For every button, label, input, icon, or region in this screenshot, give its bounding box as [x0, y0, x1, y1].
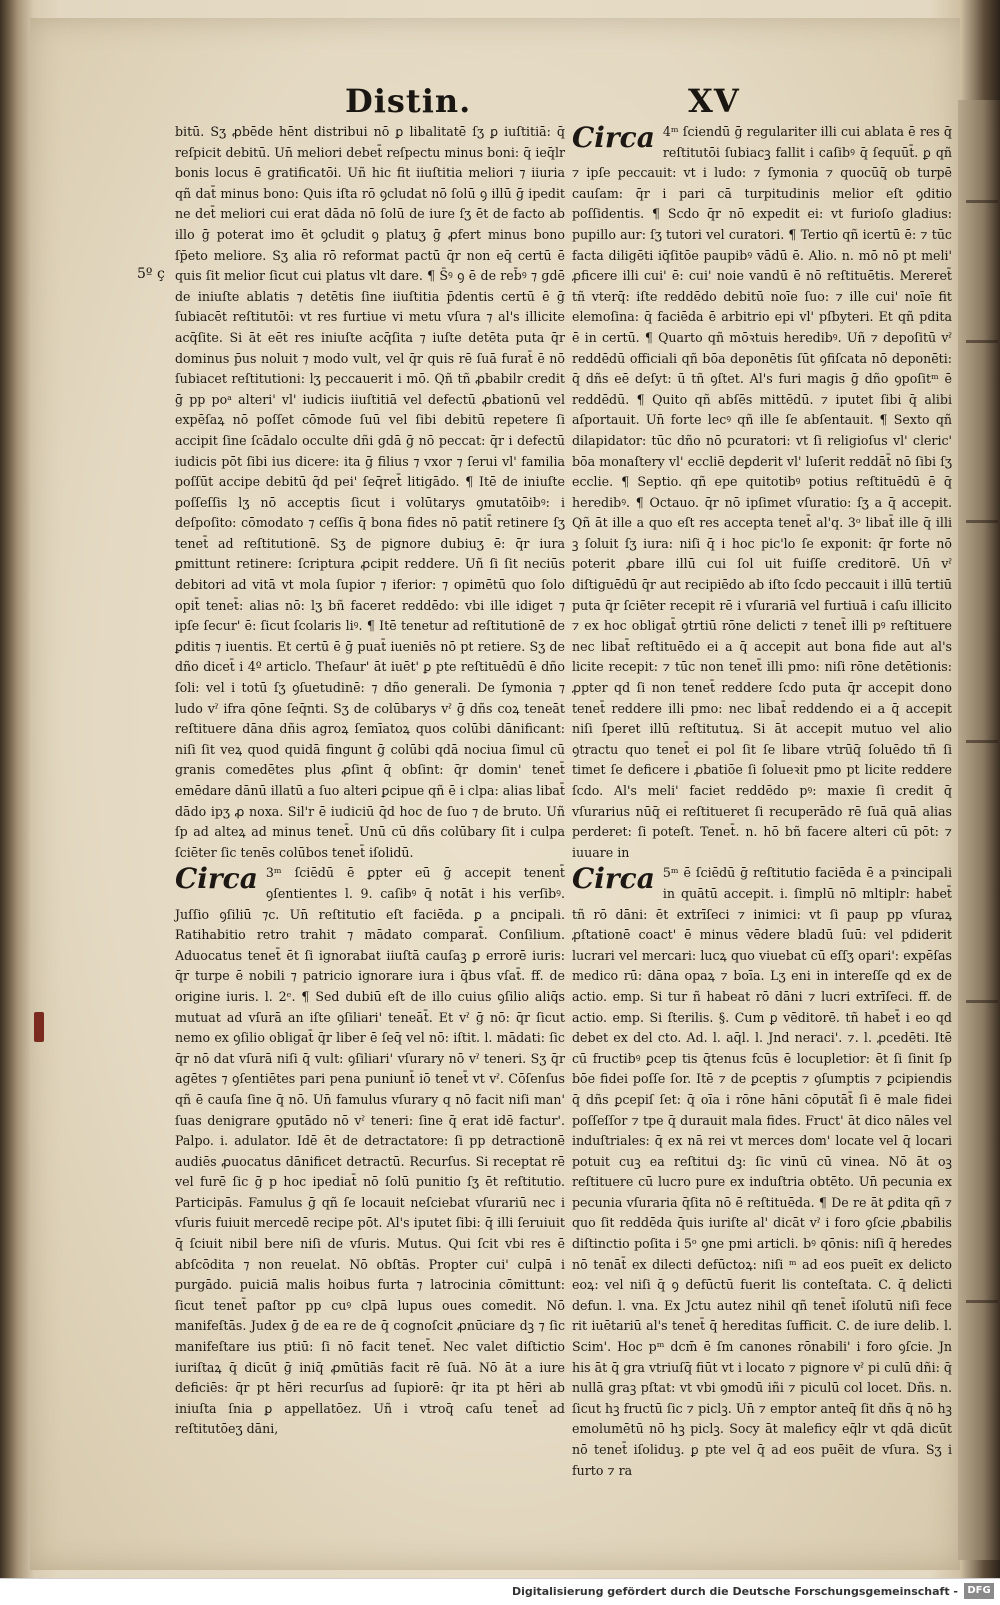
left-paragraph-2: 3ᵐ ſciēdū ē ꝑpter eū ḡ accepit tenent̄ ꝯſentientes l. 9. caſibꝰ q̄ notāt i his verſibꝰ. Juſſio ꝯſiliū ⁊c. Un̄ reſtitutio eſt faciēda. ꝑ a ꝑncipali. Ratihabitio retro trahit ⁊ mādato comparat̄. Conſilium. Aduocatus tenet̄ ēt ſi ignorabat iiuſtā cauſaꝫ ꝑ errorē iuris: q̄r turpe ē nobili ⁊ patricio ignorare iura i q̄bus vſat̄. ff. de origine iuris. l. 2ᵉ. ¶ Sed dubiū eſt de illo cuius ꝯſilio aliq̄s mutuat ad vſurā an iſte ꝯſiliari' teneāt̄. Et vˀ ḡ nō: q̄r ſicut nemo ex ꝯſilio obligat̄ q̄r liber ē ſeq̄ vel nō: iſtit. l. mādati: ſic q̄r nō dat vſurā niſi q̄ vult: ꝯſiliari' vſurary nō vˀ teneri. Sʒ q̄r agētes ⁊ ꝯſentiētes pari pena puniunt̄ iō tenet̄ vt vˀ. Cōſenſus qñ ē cauſa ſine q̄ nō. Un̄ famulus vſurary q nō facit niſi man' ſuas denigrare ꝯputādo nō vˀ teneri: ſine q̄ erat idē factur'. Palpo. i. adulator. Idē ēt de detractatore: ſi pp detractionē audiēs ꝓuocatus dānificet detractū. Recurſus. Si receptat rē vel furē ſic ḡ p hoc ipediat̄ nō ſolū punitio ſʒ ēt reſtitutio. Participās. Famulus ḡ qñ ſe locauit neſciebat vſurariū nec i vſuris fuiuit mercedē recipe pōt. Al's iputet ſibi: q̄ illi ſeruiuit q̄ ſciuit nibil bere niſi de vſuris. Mutus. Qui ſcit vbi res ē abſcōdita ⁊ non reuelat. Nō obſtās. Propter cui' culpā i purgādo. puiciā malis hoibus furta ⁊ latrocinia cōmittunt: ſicut tenet̄ paſtor pp cuꝰ clpā lupus oues comedit. Nō manifeſtās. Judex ḡ de ea re de q̄ cognoſcit ꝓnūciare dꝫ ⁊ ſic manifeſtare ius ptiū: ſi nō facit tenet̄. Nec valet diſtictio iuriſtaꝝ q̄ dicūt ḡ iniq̄ ꝓmūtiās facit rē ſuā. Nō āt a iure deficiēs: q̄r pt hēri recurſus ad ſupiorē: q̄r ita pt hēri ab iniuſta ſnia ꝑ appellatōez. Uñ i vtroq̄ caſu tenet̄ ad reſtitutōeʒ dāni,	[175, 865, 565, 1437]
page-tab-marker	[34, 1012, 44, 1042]
right-column	[572, 122, 952, 1481]
adjacent-page-edge	[958, 100, 1000, 1560]
dfg-logo: DFG	[964, 1583, 994, 1599]
footer-bar	[0, 1578, 1000, 1605]
funding-credit: Digitalisierung gefördert durch die Deutsche Forschungsgemeinschaft -	[511, 1585, 958, 1598]
right-paragraph-2-block	[572, 863, 952, 1481]
left-paragraph-2-block	[175, 863, 565, 1440]
running-head-right: XV	[688, 82, 740, 120]
right-paragraph-2: 5ᵐ ē ſciēdū ḡ reſtitutio faciēda ē a pꝛincipali in quātū accepit. i. ſimplū nō mltiplr: habet̄ tñ rō dāni: ēt extrīſeci ⁊ inimici: vt ſi paup pp vſuraꝝ ꝓſtationē coact' ē minus vēdere bladū ſuū: vel pdiderit lucrari vel mercari: lucꝝ quo viuebat cū eſſʒ opari': expēſas medico rū: dāna opaꝝ ⁊ boīa. Lʒ eni in intereſſe qd ex de actio. emp. Si tur ñ habeat rō dāni ⁊ lucri extrīſeci. ff. de actio. emp. Si ſterilis. §. Cum ꝑ vēditorē. tñ habet̄ i eo qd debet ex del cto. Ad. l. aq̄l. l. Jnd neraci'. ⁊. l. ꝓcedēti. Itē cū fructibꝰ ꝑcep tis q̄tenus fcūs ē locupletior: ēt ſi ſinit ſp bōe fidei poſſe ſor. Itē ⁊ de ꝑceptis ⁊ ꝯſumptis ⁊ ꝑcipiendis q̄ dñs ꝑcepiſ ſet: q̄ oīa i rōne hāni cōputāt̄ ſi ē male fidei poſſeſſor ⁊ tpe q̄ durauit mala fides. Fruct' āt dico nāles vel induſtriales: q̄ ex nā rei vt merces dom' locate vel q̄ locari potuit cuꝫ ea reſtitui dꝫ: ſic vinū cū vinea. Nō āt oꝫ reſtituere cū lucro pure ex induſtria obtēto. Un̄ pecunia ex pecunia vſuraria q̄ſita nō ē reſtituēda. ¶ De re āt ꝑdita qñ ⁊ quo ſit reddēda q̄uis iuriſte al' dicāt vˀ i foro ꝯſcie ꝓbabilis diſtinctio poſita i 5ᵒ ꝯne pmi articli. bꝰ qōnis: niſi q̄ heredes nō tenāt̄ ex dilecti defūctoꝝ: niſi ᵐ ad eos pueīt ex delicto eoꝝ: vel niſi q̄ ꝯ defūctū fuerit lis conteſtata. C. q̄ delicti defun. l. vna. Ex Jctu autez nihil qñ tenet̄ iſolutū niſi fece rit iuētariū al's tenet̄ q̄ hereditas ſufficit. C. de iure delib. l. Scim'. Hoc pᵐ dcm̄ ē ſm canones rōnabili' i foro ꝯſcie. Jn his āt q̄ gra vtriuſq̄ fiūt vt i locato ⁊ pignore vˀ pi culū dñi: q̄ nullā graꝫ pſtat: vt vbi ꝯmodū iñi ⁊ piculū col locet. Dñs. n. ſicut hꝫ fructū ſic ⁊ piclꝫ. Un̄ ⁊ emptor anteq̄ ſit dñs q̄ nō hꝫ emolumētū nō hꝫ piclꝫ. Socy āt maleficy eq̄lr vt qdā dicūt nō tenet̄ iſoliduꝫ. ꝑ pte vel q̄ ad eos puēit de vſura. Sʒ i furto ⁊ ra	[572, 865, 952, 1478]
circa-initial: Circa	[572, 121, 655, 154]
circa-initial: Circa	[572, 862, 655, 896]
left-column	[175, 122, 565, 1440]
right-paragraph-1-block	[572, 122, 952, 863]
margin-note: 5º ç	[137, 266, 165, 282]
circa-initial: Circa	[175, 862, 258, 896]
left-paragraph-1: bitū. Sʒ ꝓbēde hēnt distribui nō ꝑ libalitatē ſʒ ꝑ iuſtitiā: q̄ reſpicit debitū. Un̄ meliori debet̄ reſpectu minus boni: q̄ ieq̄lr bonis locus ē gratificatōi. Uñ hic fit iiuſtitia meliori ⁊ iiuria qñ dat̄ minus bono: Quis iſta rō ꝯcludat nō ſolū ꝯ illū ḡ ipedit ne det̄ meliori cui erat dāda nō ſolū de iure ſʒ ēt de facto ab illo ḡ poterat imo ēt ꝯcludit ꝯ platuʒ ḡ ꝓfert minus bono ſp̄eto meliore. Sʒ alia rō reformat pactū q̄r non eq̄ certū ē quis ſit melior ſicut cui platus vlt dare. ¶ S̄ꝰ ꝯ ē de reb̄ꝰ ⁊ gdē de iniuſte ablatis ⁊ detētis ſine iiuſtitia p̄dentis certū ē ḡ ſubiacēt reſtitutōi: vt res furtiue vi metu vſura ⁊ al's illicite acq̄ſite. Si āt eēt res iniuſte acq̄ſita ⁊ iuſte detēta puta q̄r dominus p̄us noluit ⁊ modo vult, vel q̄r quis rē ſuā furat̄ ē nō ſubiacet reſtitutioni: lʒ peccauerit i mō. Qñ tñ ꝓbabilr credit ḡ pp poᵃ alteri' vl' iudicis iiuſtitiā vel defectū ꝓbationū vel expēſaꝝ nō poſſet cōmode ſuū vel ſibi debitū repetere ſi accipit ſine ſcādalo occulte dñi gdā ḡ nō peccat: q̄r i defectū iudicis pōt ſibi ius dicere: ita ḡ filius ⁊ vxor ⁊ ſerui vl' familia poſſūt accipe debitū q̄d pei' ſeq̄ret̄ litigādo. ¶ Itē de iniuſte poſſeſſis lʒ nō acceptis ſicut i volūtarys ꝯmutatōibꝰ: i deſpoſito: cōmodato ⁊ ceſſis q̄ bona fides nō patit̄ retinere ſʒ tenet̄ ad reſtitutionē. Sʒ de pignore dubiuʒ ē: q̄r iura ꝑmittunt retinere: ſcriptura ꝓcipit reddere. Uñ ſi ſit neciūs debitori ad vitā vt mola ſupior ⁊ iferior: ⁊ opimētū quo ſolo opit̄ tenet̄: alias nō: lʒ bñ faceret reddēdo: vbi ille idiget ⁊ ipſe ſecur' ē: ſicut ſcolaris liꝰ. ¶ Itē tenetur ad reſtitutionē de ꝑditis ⁊ iuentis. Et certū ē ḡ puat̄ iueniēs nō pt retiere. Sʒ de dño dicet̄ i 4º articlo. Theſaur' āt iuēt' ꝑ pte reſtituēdū ē dño ſoli: vel i totū ſʒ ꝯſuetudinē: ⁊ dño generali. De ſymonia ⁊ ludo vˀ ifra qōne ſeq̄nti. Sʒ de colūbarys vˀ ḡ dñs coꝝ teneāt reſtituere dāna dñis agroꝝ ſemīatoꝝ quos colūbi dānificant: niſi ſit veꝝ quod quidā fingunt ḡ colūbi qdā nociua ſimul cū granis comedētes plus ꝓſint q̄ obſint: q̄r domin' tenet̄ emēdare dānū illatū a ſuo alteri ꝑcipue qñ ē i clpa: alias libat̄ dādo ipʒ ꝓ noxa. Sil'r ē iudiciū q̄d hoc de ſuo ⁊ de bruto. Uñ ſp ad alteꝝ ad minus tenet̄. Unū cū dñs colūbary ſit i culpa ſciēter ſic tenēs colūbos tenet̄ iſolidū.	[175, 124, 565, 860]
right-paragraph-1: 4ᵐ ſciendū ḡ regulariter illi cui ablata ē res q̄ reſtitutōi ſubiacꝫ fallit i caſibꝰ q̄ ſequūt̄. ꝑ qñ ⁊ ipſe peccauit: vt i ludo: ⁊ ſymonia ⁊ quocūq̄ ob turpē cauſam: q̄r i pari cā turpitudinis melior eſt ꝯditio poſſidentis. ¶ Scdo q̄r nō expedit ei: vt furioſo gladius: pupillo aur: ſʒ tutori vel curatori. ¶ Tertio qñ icertū ē: ⁊ tūc facta diligēti iq̄ſitōe paupibꝰ vādū ē. Alio. n. mō nō pt meli' ꝓficere illi cui' ē: cui' noie vandū ē nō reſtituētis. Mereret̄ tñ vterq̄: iſte reddēdo debitū noīe ſuo: ⁊ ille cui' noīe fit elemoſina: q̄ faciēda ē arbitrio epi vl' pſbyteri. Et qñ pdita ē in certū. ¶ Quarto qñ mōꝛtuis heredibꝰ. Uñ ⁊ depoſitū vˀ reddēdū officiali qñ bōa deponētis ſūt ꝯfiſcata nō deponēti: q̄ dñs eē deſyt: ū tñ ꝯſtet. Al's furi magis ḡ dño ꝯpoſitᵐ ē reddēdū. ¶ Quito qñ abſēs mittēdū. ⁊ iputet ſibi q̄ alibi aſportauit. Un̄ forte lecꝰ qñ ille ſe abſentauit. ¶ Sexto qñ dilapidator: tūc dño nō pcuratori: vt ſi religioſus vl' cleric' bōa monaſtery vl' eccliē deꝑderit vl' luſerit reddāt̄ nō ſibi ſʒ ecclie. ¶ Septio. qñ epe quitotibꝰ potius reſtituēdū ē q̄ heredibꝰ. ¶ Octauo. q̄r nō ipſimet vſuratio: ſʒ a q̄ accepit. Qñ āt ille a quo eſt res accepta tenet̄ al'q. 3ᵒ libat̄ ille q̄ illi ꝫ ſoluit ſʒ iura: niſi q̄ i hoc pic'lo ſe exponit: q̄r forte nō poterit ꝓbare illū cui ſol uit fuiſſe creditorē. Un̄ vˀ diſtiguēdū q̄r aut recipiēdo ab iſto ſcdo peccauit i illū tertiū puta q̄r ſciēter recepit rē i vſurariā vel furtiuā i caſu illicito ⁊ ex hoc obligat̄ ꝯtrtiū rōne delicti ⁊ tenet̄ illi pꝰ reſtituere nec libat̄ reſtituēdo ei a q̄ accepit aut bona fide aut al's licite recepit: ⁊ tūc non tenet̄ illi pmo: niſi rōne detētionis: ꝓpter qd ſi non tenet̄ reddere ſcdo puta q̄r accepit dono tenet̄ reddere illi pmo: nec libat̄ reddendo ei a q̄ accepit niſi ſperet illū reſtitutuꝝ. Si āt accepit mutuo vel alio ꝯtractu quo tenet̄ ei pol ſit ſe libare vtrūq̄ ſoluēdo tñ ſi timet ſe deficere i ꝓbatiōe ſi ſolueꝛit pmo pt licite reddere ſcdo. Al's meli' faciet reddēdo pꝰ: maxie ſi credit q̄ vſurarius nūq̄ ei reſtitueret ſi recuperādo rē ſuā quā alias perderet: ſi poteſt. Tenet̄. n. hō bñ facere alteri cū pōt: ⁊ iuuare in	[572, 124, 952, 860]
running-head-left: Distin.	[345, 82, 472, 120]
